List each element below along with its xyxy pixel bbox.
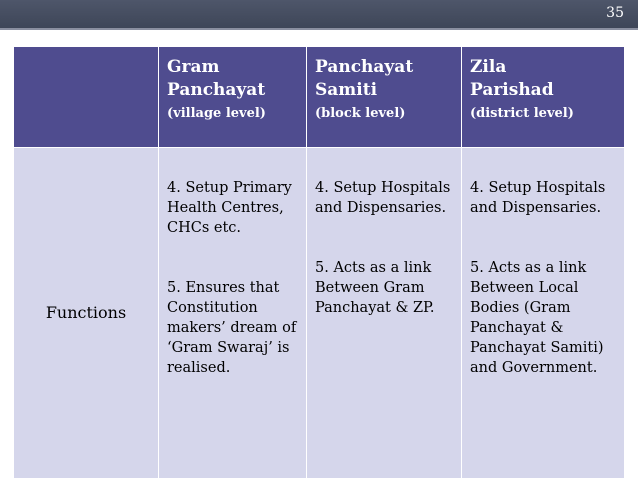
- header-corner-cell: [14, 47, 159, 148]
- cell-panchayat-samiti-functions: [307, 148, 462, 479]
- page-number: 35: [606, 5, 624, 21]
- slide-top-bar: [0, 0, 638, 28]
- table-header-row: [14, 47, 625, 148]
- row-label-cell: [14, 148, 159, 479]
- cell-gram-panchayat-functions: [159, 148, 307, 479]
- header-cell-zila-parishad: [462, 47, 625, 148]
- header-title: Gram Panchayat: [167, 57, 266, 100]
- header-cell-gram-panchayat: [159, 47, 307, 148]
- function-item: 5. Acts as a link Between Gram Panchayat & ZP.: [315, 260, 435, 316]
- cell-zila-parishad-functions: [462, 148, 625, 479]
- function-item: 4. Setup Primary Health Centres, CHCs etc.: [167, 180, 292, 236]
- header-subtitle: (district level): [470, 106, 574, 121]
- function-item: 4. Setup Hospitals and Dispensaries.: [470, 180, 606, 216]
- function-item: 4. Setup Hospitals and Dispensaries.: [315, 180, 451, 216]
- function-item: 5. Acts as a link Between Local Bodies (Gram Panchayat & Panchayat Samiti) and Government.: [470, 260, 604, 376]
- header-cell-panchayat-samiti: [307, 47, 462, 148]
- header-subtitle: (block level): [315, 106, 406, 121]
- top-bar-accent-line: [0, 28, 638, 30]
- header-title: Panchayat Samiti: [315, 57, 414, 100]
- table-row-functions: [14, 148, 625, 479]
- function-item: 5. Ensures that Constitution makers’ dream of ‘Gram Swaraj’ is realised.: [167, 280, 297, 376]
- panchayat-functions-table: [13, 46, 625, 479]
- header-title: Zila Parishad: [470, 57, 554, 100]
- row-label: Functions: [45, 303, 127, 322]
- header-subtitle: (village level): [167, 106, 266, 121]
